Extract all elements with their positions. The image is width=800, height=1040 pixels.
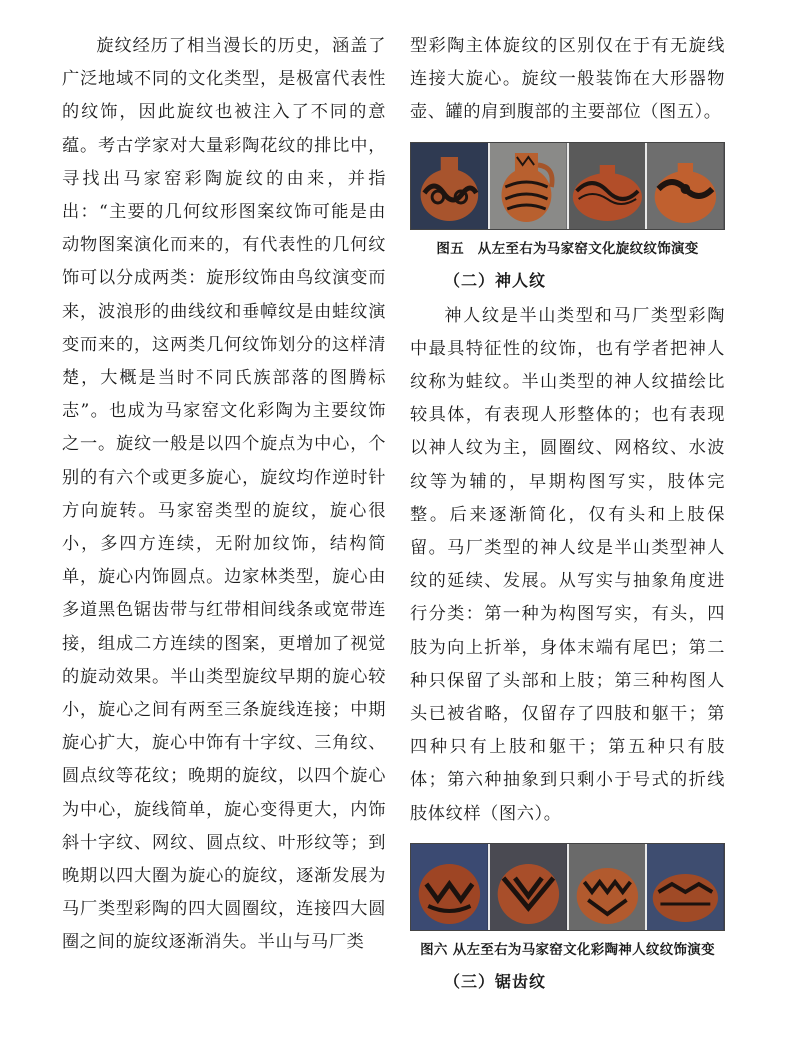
figure-6-jar-4 — [647, 844, 724, 930]
section-heading-2: （二）神人纹 — [444, 270, 547, 290]
figure-6-photos — [410, 843, 725, 931]
figure-5-pot-3 — [569, 143, 648, 229]
figure-5-caption: 图五 从左至右为马家窑文化旋纹纹饰演变 — [436, 240, 699, 257]
figure-6-jar-3 — [569, 844, 648, 930]
figure-6-jar-2 — [490, 844, 569, 930]
paragraph-spiral-pattern: 旋纹经历了相当漫长的历史，涵盖了广泛地域不同的文化类型，是极富代表性的纹饰，因此旋纹也被注入了不同的意蕴。考古学家对大量彩陶花纹的排比中，寻找出马家窑彩陶旋纹的由来，并指出：“主要的几何纹形图案纹饰可能是由动物图案演化而来的，有代表性的几何纹饰可以分成两类：旋形纹饰由鸟纹演变而来，波浪形的曲线纹和垂幛纹是由蛙纹演变而来的，这两类几何纹饰划分的这样清楚，大概是当时不同氏族部落的图腾标志”。也成为马家窑文化彩陶为主要纹饰之一。旋纹一般是以四个旋点为中心，个别的有六个或更多旋心，旋纹均作逆时针方向旋转。马家窑类型的旋纹，旋心很小，多四方连续，无附加纹饰，结构简单，旋心内饰圆点。边家林类型，旋心由多道黑色锯齿带与红带相间线条或宽带连接，组成二方连续的图案，更增加了视觉的旋动效果。半山类型旋纹早期的旋心较小，旋心之间有两至三条旋线连接；中期旋心扩大，旋心中饰有十字纹、三角纹、圆点纹等花纹；晚期的旋纹，以四个旋心为中心，旋线简单，旋心变得更大，内饰斜十字纹、网纹、圆点纹、叶形纹等；到晚期以四大圈为旋心的旋纹，逐渐发展为马厂类型彩陶的四大圆圈纹，连接四大圆圈之间的旋纹逐渐消失。半山与马厂类 — [62, 36, 386, 953]
figure-5-pot-2 — [490, 143, 569, 229]
figure-6-caption: 图六 从左至右为马家窑文化彩陶神人纹纹饰演变 — [420, 941, 715, 958]
figure-5-photos — [410, 142, 725, 230]
paragraph-deity-pattern: 神人纹是半山类型和马厂类型彩陶中最具特征性的纹饰，也有学者把神人纹称为蛙纹。半山类型的神人纹描绘比较具体，有表现人形整体的；也有表现以神人纹为主，圆圈纹、网格纹、水波纹等为辅的，早期构图写实，肢体完整。后来逐渐简化，仅有头和上肢保留。马厂类型的神人纹是半山类型神人纹的延续、发展。从写实与抽象角度进行分类：第一种为构图写实，有头，四肢为向上折举，身体末端有尾巴；第二种只保留了头部和上肢；第三种构图人头已被省略，仅留存了四肢和躯干；第四种只有上肢和躯干；第五种只有肢体；第六种抽象到只剩小于号式的折线肢体纹样（图六）。 — [410, 305, 725, 824]
paragraph-spiral-continued: 型彩陶主体旋纹的区别仅在于有无旋线连接大旋心。旋纹一般装饰在大形器物壶、罐的肩到腹部的主要部位（图五）。 — [410, 36, 725, 123]
figure-6-jar-1 — [411, 844, 490, 930]
figure-5-pot-4 — [647, 143, 724, 229]
right-column — [410, 30, 725, 1001]
figure-5-pot-1 — [411, 143, 490, 229]
left-column — [62, 30, 386, 960]
section-heading-3: （三）锯齿纹 — [444, 971, 547, 991]
